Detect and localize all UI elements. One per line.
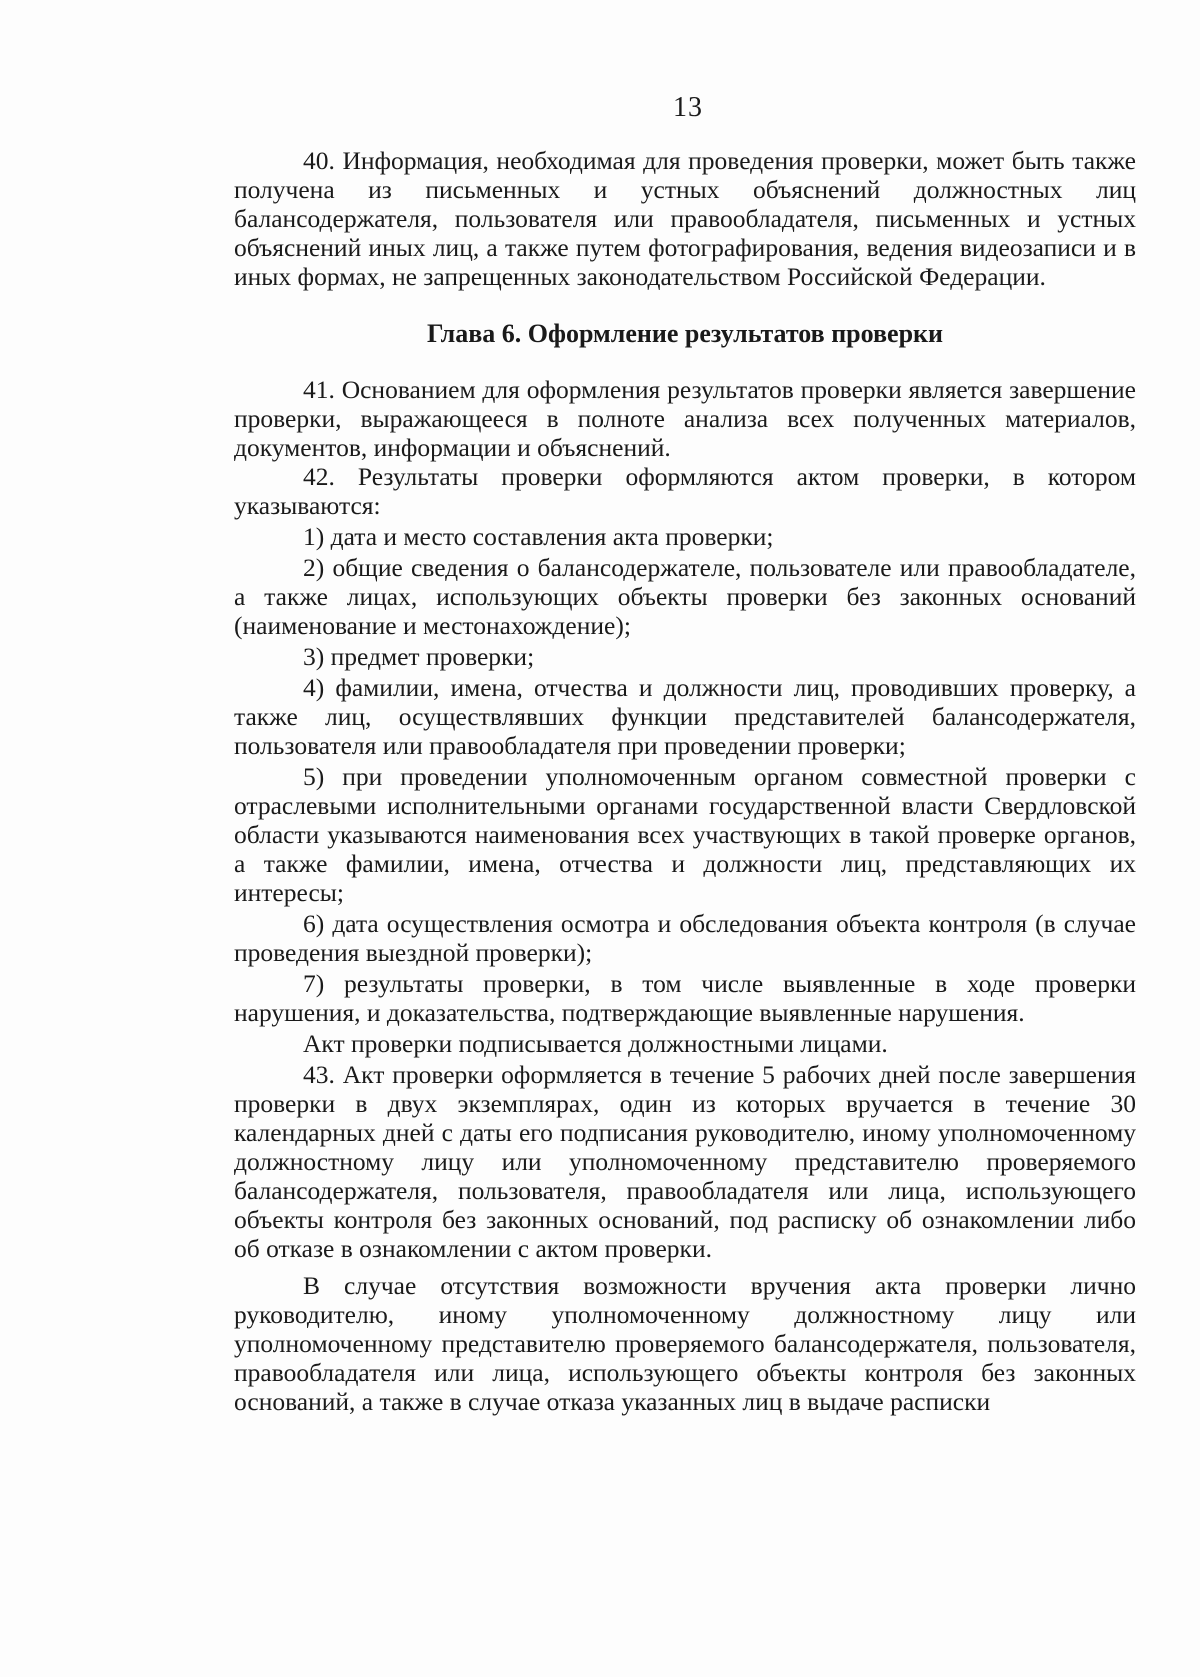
chapter-heading: Глава 6. Оформление результатов проверки [427,319,943,348]
paragraph-43: 43. Акт проверки оформляется в течение 5 рабочих дней после завершения проверки в двух экземплярах, один из которых вручается в течение 30 календарных дней с даты его подписания руководителю, иному уполномоченному должностному лицу или уполномоченному представителю проверяемого балансодержателя, пользователя, правообладателя или лица, использующего объекты контроля без законных оснований, под расписку об ознакомлении либо об отказе в ознакомлении с актом проверки. [234,1060,1136,1263]
list-item-2: 2) общие сведения о балансодержателе, пользователе или правообладателе, а также лицах, использующих объекты проверки без законных оснований (наименование и местонахождение); [234,553,1136,640]
paragraph-40: 40. Информация, необходимая для проведения проверки, может быть также получена из письменных и устных объяснений должностных лиц балансодержателя, пользователя или правообладателя, письменных и устных объяснений иных лиц, а также путем фотографирования, ведения видеозаписи и в иных формах, не запрещенных законодательством Российской Федерации. [234,146,1136,291]
document-body [234,146,1136,1416]
list-item-5: 5) при проведении уполномоченным органом совместной проверки с отраслевыми исполнительными органами государственной власти Свердловской области указываются наименования всех участвующих в такой проверке органов, а также фамилии, имена, отчества и должности лиц, представляющих их интересы; [234,762,1136,907]
list-item-3: 3) предмет проверки; [303,642,535,671]
act-signature-note: Акт проверки подписывается должностными лицами. [303,1029,888,1058]
list-item-6: 6) дата осуществления осмотра и обследования объекта контроля (в случае проведения выездной проверки); [234,909,1136,967]
list-item-1: 1) дата и место составления акта проверки; [303,522,774,551]
paragraph-43-continuation: В случае отсутствия возможности вручения акта проверки лично руководителю, иному уполномоченному должностному лицу или уполномоченному представителю проверяемого балансодержателя, пользователя, правообладателя или лица, использующего объекты контроля без законных оснований, а также в случае отказа указанных лиц в выдаче расписки [234,1271,1136,1416]
page-number: 13 [673,92,703,123]
paragraph-42: 42. Результаты проверки оформляются актом проверки, в котором указываются: [234,462,1136,520]
list-item-4: 4) фамилии, имена, отчества и должности лиц, проводивших проверку, а также лиц, осуществлявших функции представителей балансодержателя, пользователя или правообладателя при проведении проверки; [234,673,1136,760]
paragraph-41: 41. Основанием для оформления результатов проверки является завершение проверки, выражающееся в полноте анализа всех полученных материалов, документов, информации и объяснений. [234,375,1136,462]
list-item-7: 7) результаты проверки, в том числе выявленные в ходе проверки нарушения, и доказательства, подтверждающие выявленные нарушения. [234,969,1136,1027]
